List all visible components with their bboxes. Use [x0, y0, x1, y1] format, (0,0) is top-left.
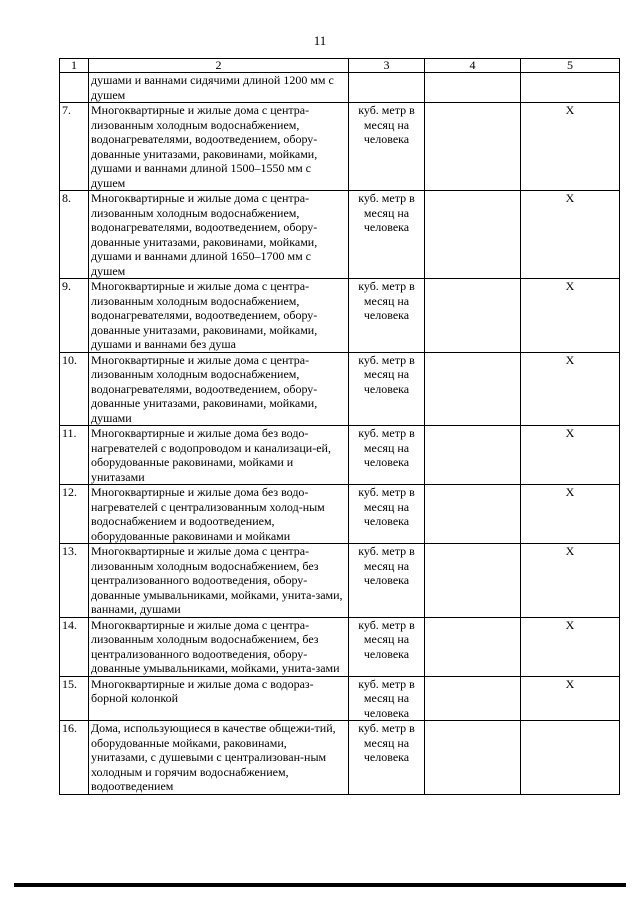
row-unit: куб. метр в месяц на человека: [349, 721, 425, 795]
row-description: Многоквартирные и жилые дома с центра-лизованным холодным водоснабжением, водонагревателями, водоотведением, обору-дованные унитазами, раковинами, мойками, душами и ваннами длиной 1500–1550 мм с душем: [89, 103, 349, 191]
column-header-3: 3: [349, 59, 425, 73]
table-row: [60, 279, 620, 353]
row-number: 12.: [60, 485, 89, 544]
row-number: 13.: [60, 544, 89, 618]
row-number: 10.: [60, 352, 89, 426]
row-number: 8.: [60, 191, 89, 279]
row-col5: Х: [521, 279, 620, 353]
continuation-row: [60, 73, 620, 103]
table-row: [60, 485, 620, 544]
row-description: Многоквартирные и жилые дома с центра-лизованным холодным водоснабжением, водонагревателями, водоотведением, обору-дованные унитазами, раковинами, мойками, душами и ваннами длиной 1650–1700 мм с душем: [89, 191, 349, 279]
row-description: Многоквартирные и жилые дома с центра-лизованным холодным водоснабжением, без централизованного водоотведения, обору-дованные умывальниками, мойками, унита-зами, ваннами, душами: [89, 544, 349, 618]
row-col4: [425, 73, 521, 103]
row-col4: [425, 191, 521, 279]
row-unit: куб. метр в месяц на человека: [349, 426, 425, 485]
row-description: Многоквартирные и жилые дома с центра-лизованным холодным водоснабжением, без централизованного водоотведения, обору-дованные умывальниками, мойками, унита-зами: [89, 617, 349, 676]
row-col5: Х: [521, 191, 620, 279]
row-number: [60, 73, 89, 103]
table-row: [60, 617, 620, 676]
row-unit: куб. метр в месяц на человека: [349, 485, 425, 544]
table-row: [60, 426, 620, 485]
row-unit: куб. метр в месяц на человека: [349, 617, 425, 676]
row-col4: [425, 617, 521, 676]
row-col4: [425, 279, 521, 353]
row-description: Многоквартирные и жилые дома без водо-нагревателей с централизованным холод-ным водоснабжением и водоотведением, оборудованные раковинами и мойками: [89, 485, 349, 544]
row-unit: куб. метр в месяц на человека: [349, 544, 425, 618]
table-row: [60, 352, 620, 426]
column-header-4: 4: [425, 59, 521, 73]
row-number: 7.: [60, 103, 89, 191]
column-header-5: 5: [521, 59, 620, 73]
row-number: 11.: [60, 426, 89, 485]
norms-table-body: [60, 59, 620, 795]
row-description: Дома, использующиеся в качестве общежи-тий, оборудованные мойками, раковинами, унитазами, с душевыми с централизован-ным холодным и горячим водоснабжением, водоотведением: [89, 721, 349, 795]
row-number: 14.: [60, 617, 89, 676]
row-col4: [425, 426, 521, 485]
row-col4: [425, 721, 521, 795]
row-unit: куб. метр в месяц на человека: [349, 676, 425, 721]
row-col4: [425, 352, 521, 426]
row-col4: [425, 676, 521, 721]
row-number: 16.: [60, 721, 89, 795]
column-header-2: 2: [89, 59, 349, 73]
row-col4: [425, 544, 521, 618]
row-description: Многоквартирные и жилые дома с центра-лизованным холодным водоснабжением, водонагревателями, водоотведением, обору-дованные унитазами, раковинами, мойками, душами и ваннами без душа: [89, 279, 349, 353]
row-unit: [349, 73, 425, 103]
column-number-row: [60, 59, 620, 73]
table-row: [60, 544, 620, 618]
table-row: [60, 103, 620, 191]
row-description: душами и ваннами сидячими длиной 1200 мм с душем: [89, 73, 349, 103]
row-unit: куб. метр в месяц на человека: [349, 103, 425, 191]
norms-table: [59, 58, 620, 795]
row-col5: [521, 73, 620, 103]
row-col5: Х: [521, 426, 620, 485]
row-unit: куб. метр в месяц на человека: [349, 279, 425, 353]
row-col5: Х: [521, 103, 620, 191]
row-col5: [521, 721, 620, 795]
row-col4: [425, 103, 521, 191]
row-description: Многоквартирные и жилые дома с водораз-борной колонкой: [89, 676, 349, 721]
row-col5: Х: [521, 544, 620, 618]
table-row: [60, 721, 620, 795]
row-description: Многоквартирные и жилые дома с центра-лизованным холодным водоснабжением, водонагревателями, водоотведением, обору-дованные унитазами, раковинами, мойками, душами: [89, 352, 349, 426]
row-unit: куб. метр в месяц на человека: [349, 352, 425, 426]
row-unit: куб. метр в месяц на человека: [349, 191, 425, 279]
column-header-1: 1: [60, 59, 89, 73]
row-col5: Х: [521, 485, 620, 544]
row-col4: [425, 485, 521, 544]
table-row: [60, 676, 620, 721]
row-number: 9.: [60, 279, 89, 353]
row-col5: Х: [521, 352, 620, 426]
row-description: Многоквартирные и жилые дома без водо-нагревателей с водопроводом и канализаци-ей, оборудованные раковинами, мойками и унитазами: [89, 426, 349, 485]
row-number: 15.: [60, 676, 89, 721]
row-col5: Х: [521, 676, 620, 721]
row-col5: Х: [521, 617, 620, 676]
table-row: [60, 191, 620, 279]
bottom-rule: [14, 883, 626, 887]
page-number: 11: [313, 33, 327, 48]
